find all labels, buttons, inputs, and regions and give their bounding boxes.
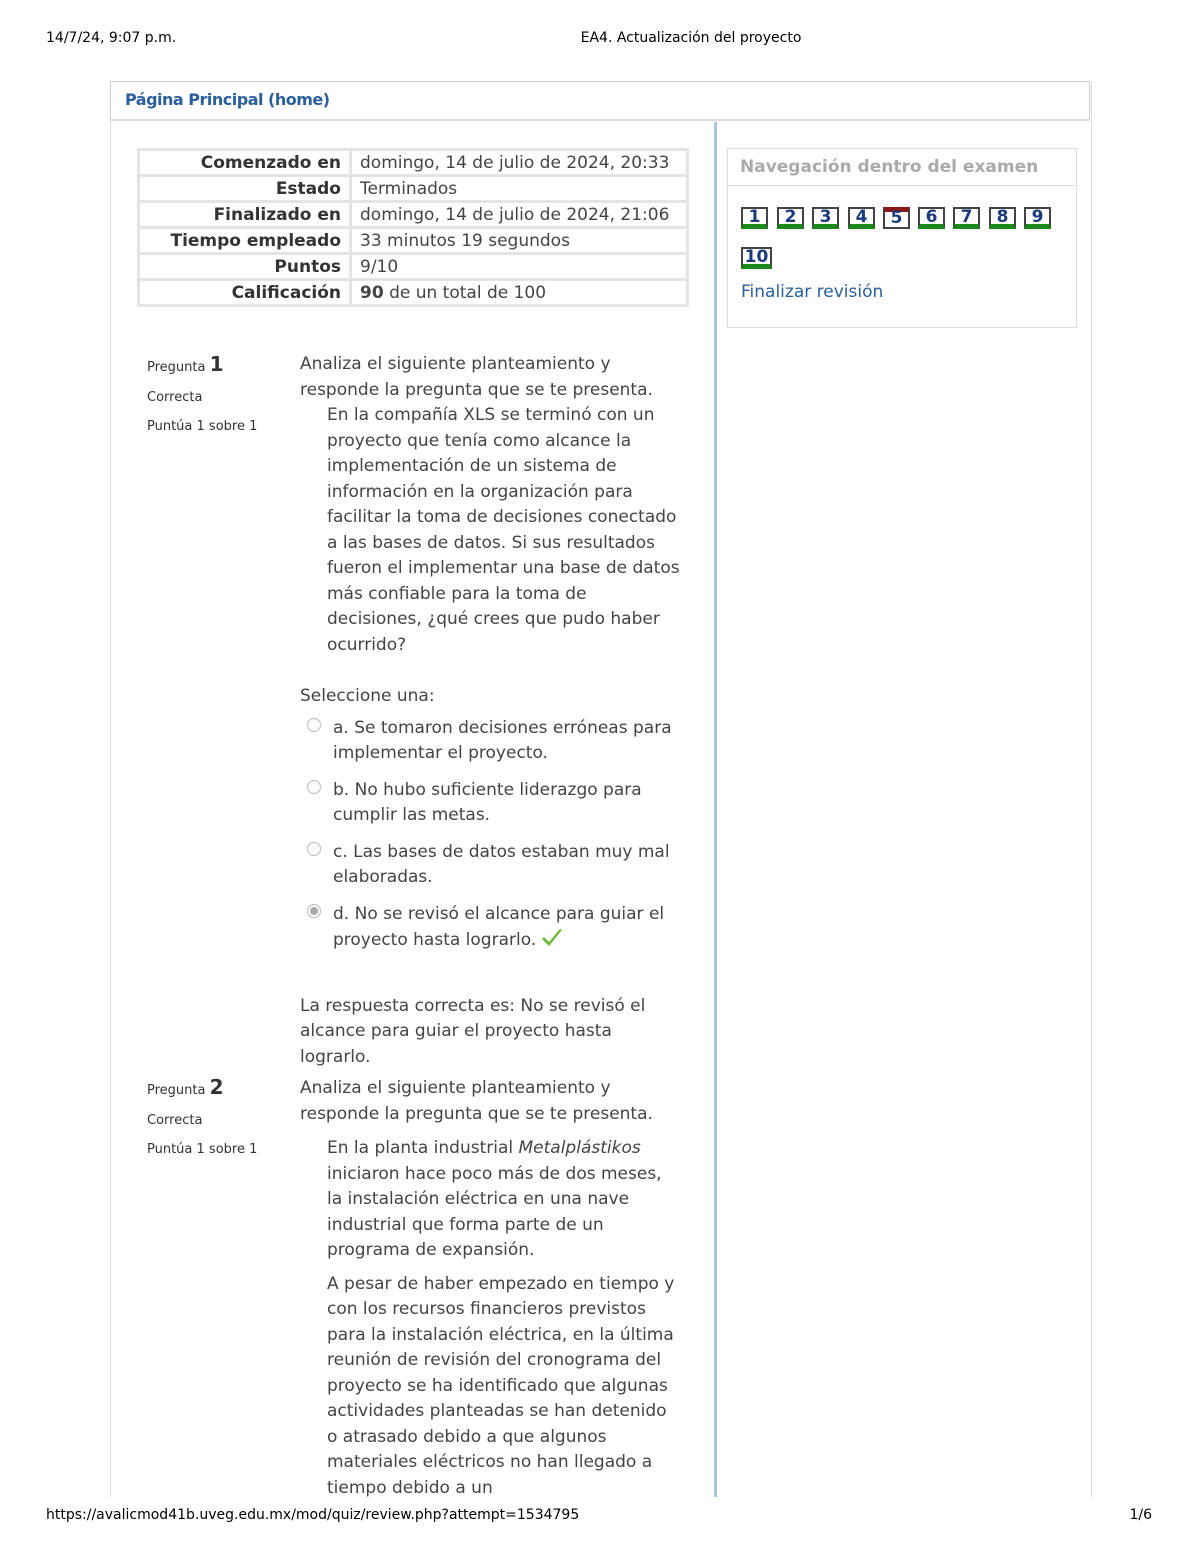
breadcrumb: [110, 81, 1090, 121]
nav-question-9[interactable]: 9: [1024, 207, 1051, 229]
nav-divider: [728, 185, 1076, 186]
question-score: Puntúa 1 sobre 1: [147, 1142, 258, 1157]
question-label: Pregunta: [147, 360, 206, 375]
nav-question-2[interactable]: 2: [777, 207, 804, 229]
summary-row: [139, 254, 688, 280]
quiz-navigation-panel: [727, 148, 1077, 328]
question-state: Correcta: [147, 1113, 203, 1128]
question-2-content: [300, 1076, 680, 1501]
radio-button[interactable]: [307, 842, 321, 856]
print-doc-title: EA4. Actualización del proyecto: [580, 30, 802, 46]
nav-question-4[interactable]: 4: [848, 207, 875, 229]
scenario-text: En la planta industrial: [327, 1138, 519, 1158]
summary-value: domingo, 14 de julio de 2024, 20:33: [351, 150, 688, 176]
question-scenario-p2: A pesar de haber empezado en tiempo y con los recursos financieros previstos para la instalación eléctrica, en la última reunión de revisión del cronograma del proyecto se ha identificado que algunas actividades planteadas se han detenido o atrasado debido a que algunos materiales eléctricos no han llegado a tiempo debido a un: [327, 1273, 675, 1498]
radio-button[interactable]: [307, 718, 321, 732]
summary-row: [139, 176, 688, 202]
summary-row: [139, 150, 688, 176]
print-url: https://avalicmod41b.uveg.edu.mx/mod/quiz/review.php?attempt=1534795: [46, 1507, 580, 1523]
question-label: Pregunta: [147, 1083, 206, 1098]
radio-button-selected[interactable]: [307, 904, 321, 918]
summary-label: Comenzado en: [139, 150, 351, 176]
summary-value: Terminados: [351, 176, 688, 202]
select-prompt: Seleccione una:: [300, 686, 435, 706]
print-page-number: 1/6: [1129, 1507, 1152, 1523]
summary-label: Tiempo empleado: [139, 228, 351, 254]
summary-value: domingo, 14 de julio de 2024, 21:06: [351, 202, 688, 228]
question-1-content: [300, 352, 680, 1070]
answer-option-c[interactable]: [300, 840, 680, 891]
summary-label: Puntos: [139, 254, 351, 280]
column-divider: [714, 122, 717, 1497]
summary-label: Finalizado en: [139, 202, 351, 228]
finish-review-link[interactable]: Finalizar revisión: [741, 282, 884, 302]
grade-value: [351, 280, 688, 306]
summary-row: [139, 228, 688, 254]
check-icon: [540, 927, 564, 949]
answer-option-a[interactable]: [300, 716, 680, 767]
nav-title: Navegación dentro del examen: [740, 157, 1039, 177]
summary-row: [139, 202, 688, 228]
summary-row: [139, 280, 688, 306]
nav-question-1[interactable]: 1: [741, 207, 768, 229]
scenario-text: iniciaron hace poco más de dos meses, la instalación eléctrica en una nave industrial que forma parte de un programa de expansión.: [327, 1163, 662, 1260]
option-label: d. No se revisó el alcance para guiar el proyecto hasta lograrlo.: [333, 903, 665, 950]
option-label: a. Se tomaron decisiones erróneas para implementar el proyecto.: [333, 717, 672, 763]
summary-value: 33 minutos 19 segundos: [351, 228, 688, 254]
question-score: Puntúa 1 sobre 1: [147, 419, 258, 434]
nav-question-10[interactable]: 10: [741, 247, 772, 269]
option-label: c. Las bases de datos estaban muy mal elaboradas.: [333, 841, 670, 887]
question-state: Correcta: [147, 390, 203, 405]
correct-answer-feedback: La respuesta correcta es: No se revisó el alcance para guiar el proyecto hasta lograrlo.: [300, 995, 646, 1067]
answer-option-b[interactable]: [300, 778, 680, 829]
nav-question-3[interactable]: 3: [812, 207, 839, 229]
option-label: b. No hubo suficiente liderazgo para cumplir las metas.: [333, 779, 642, 825]
question-number: 1: [209, 352, 224, 376]
grade-suffix: de un total de 100: [383, 282, 547, 303]
print-timestamp: 14/7/24, 9:07 p.m.: [46, 30, 177, 46]
question-scenario: En la compañía XLS se terminó con un proyecto que tenía como alcance la implementación de un sistema de información en la organización para facilitar la toma de decisiones conectado a las bases de datos. Si sus resultados fueron el implementar una base de datos más confiable para la toma de decisiones, ¿qué crees que pudo haber ocurrido?: [327, 405, 680, 655]
summary-label: Estado: [139, 176, 351, 202]
nav-question-6[interactable]: 6: [918, 207, 945, 229]
question-scenario-p1: [300, 1136, 680, 1264]
grade-number: 90: [360, 282, 384, 303]
question-2-info: [147, 1075, 257, 1171]
nav-question-5[interactable]: 5: [883, 207, 910, 229]
question-number: 2: [209, 1075, 224, 1099]
attempt-summary-table: [137, 148, 689, 307]
company-name: Metalplástikos: [518, 1138, 641, 1158]
question-intro: Analiza el siguiente planteamiento y responde la pregunta que se te presenta.: [300, 354, 653, 400]
summary-value: 9/10: [351, 254, 688, 280]
radio-button[interactable]: [307, 780, 321, 794]
answer-option-d[interactable]: [300, 902, 680, 954]
question-1-info: [147, 352, 257, 448]
summary-label: Calificación: [139, 280, 351, 306]
nav-question-8[interactable]: 8: [989, 207, 1016, 229]
question-intro: Analiza el siguiente planteamiento y responde la pregunta que se te presenta.: [300, 1078, 653, 1124]
nav-question-7[interactable]: 7: [953, 207, 980, 229]
home-link[interactable]: Página Principal (home): [125, 90, 330, 109]
